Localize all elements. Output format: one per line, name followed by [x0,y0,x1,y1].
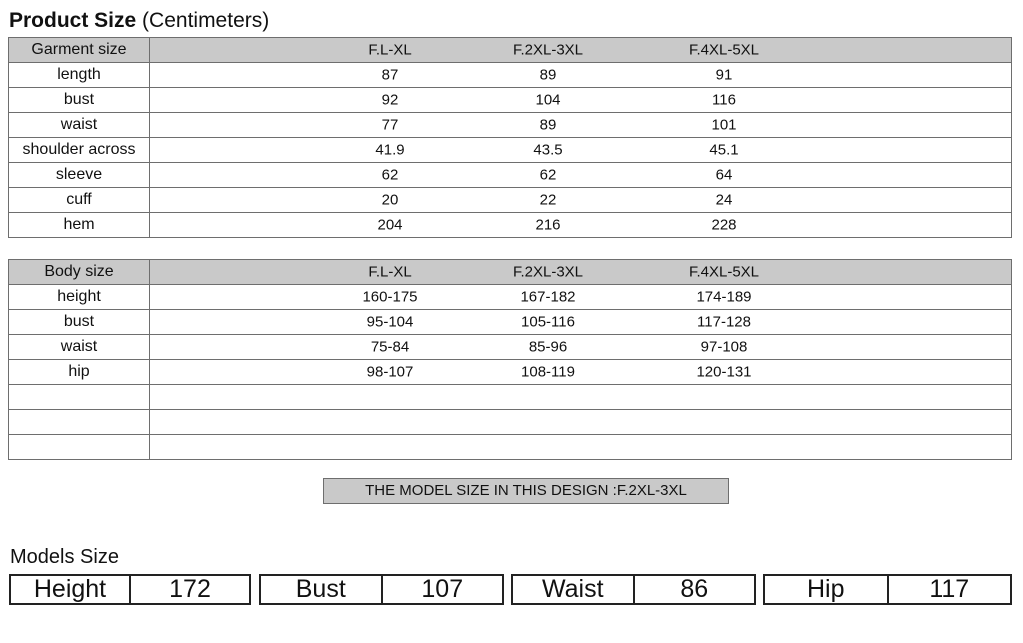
cell-value: 101 [711,116,737,134]
table-header-row [9,38,1012,63]
row-values [150,435,1012,460]
cell-value: 91 [715,66,733,84]
model-height-label: Height [11,576,131,603]
page-title-main: Product Size [9,9,137,32]
table-row [9,310,1012,335]
row-label: waist [9,335,150,360]
row-label: shoulder across [9,138,150,163]
model-height-value: 172 [169,575,211,603]
table-row [9,163,1012,188]
row-values [150,63,1012,88]
row-label [9,410,150,435]
cell-value: 87 [381,66,399,84]
row-label: sleeve [9,163,150,188]
cell-value: 41.9 [375,141,405,159]
cell-value: 228 [711,216,737,234]
row-values [150,113,1012,138]
column-header: F.L-XL [368,263,412,281]
model-bust-value: 107 [421,575,464,603]
cell-value: 98-107 [366,363,414,381]
cell-value: 45.1 [709,141,739,159]
table-row [9,360,1012,385]
row-values [150,88,1012,113]
cell-value: 117-128 [697,313,751,331]
row-values [150,335,1012,360]
column-header: F.2XL-3XL [512,41,584,59]
size-columns-header [150,38,1012,63]
cell-value: 167-182 [520,288,576,306]
model-bust-box [259,574,504,605]
cell-value: 120-131 [696,363,752,381]
model-waist-label: Waist [513,576,635,603]
column-header: F.L-XL [368,41,412,59]
cell-value: 104 [535,91,561,109]
row-label: cuff [9,188,150,213]
cell-value: 20 [381,191,399,209]
body-size-header: Body size [9,260,150,285]
table-row [9,213,1012,238]
body-size-table [8,259,1012,460]
model-bust-label: Bust [261,576,383,603]
cell-value: 97-108 [700,338,748,356]
row-values [150,310,1012,335]
row-values [150,188,1012,213]
empty-row [9,410,1012,435]
garment-size-header: Garment size [9,38,150,63]
model-hip-value: 117 [929,575,970,603]
cell-value: 116 [712,91,736,109]
column-header: F.4XL-5XL [688,41,760,59]
row-values [150,138,1012,163]
model-size-banner: THE MODEL SIZE IN THIS DESIGN :F.2XL-3XL [323,478,729,504]
cell-value: 64 [715,166,733,184]
cell-value: 105-116 [521,313,575,331]
row-label: hem [9,213,150,238]
cell-value: 95-104 [366,313,414,331]
table-header-row [9,260,1012,285]
row-label [9,385,150,410]
cell-value: 75-84 [370,338,410,356]
row-label: height [9,285,150,310]
row-label: hip [9,360,150,385]
model-hip-box [763,574,1012,605]
size-columns-header [150,260,1012,285]
model-hip-label: Hip [765,576,889,603]
row-values [150,360,1012,385]
empty-row [9,385,1012,410]
row-values [150,213,1012,238]
row-label: waist [9,113,150,138]
table-row [9,138,1012,163]
cell-value: 89 [539,116,557,134]
cell-value: 43.5 [533,141,563,159]
model-waist-box [511,574,756,605]
model-height-box [9,574,251,605]
row-values [150,163,1012,188]
row-label [9,435,150,460]
cell-value: 89 [539,66,557,84]
row-label: bust [9,310,150,335]
page-title-unit: (Centimeters) [142,9,270,32]
cell-value: 24 [715,191,733,209]
cell-value: 204 [377,216,403,234]
table-row [9,88,1012,113]
cell-value: 22 [539,191,557,209]
garment-size-table [8,37,1012,238]
row-label: length [9,63,150,88]
table-row [9,113,1012,138]
column-header: F.4XL-5XL [688,263,760,281]
table-row [9,335,1012,360]
cell-value: 216 [535,216,561,234]
row-values [150,285,1012,310]
page-title [9,8,269,34]
models-size-title: Models Size [10,546,119,568]
row-values [150,385,1012,410]
cell-value: 108-119 [521,363,575,381]
table-row [9,188,1012,213]
column-header: F.2XL-3XL [512,263,584,281]
table-row [9,285,1012,310]
model-waist-value: 86 [680,575,709,603]
cell-value: 77 [381,116,399,134]
row-values [150,410,1012,435]
cell-value: 92 [381,91,399,109]
table-row [9,63,1012,88]
cell-value: 174-189 [696,288,752,306]
cell-value: 160-175 [362,288,418,306]
cell-value: 62 [381,166,399,184]
empty-row [9,435,1012,460]
cell-value: 62 [539,166,557,184]
row-label: bust [9,88,150,113]
cell-value: 85-96 [528,338,568,356]
